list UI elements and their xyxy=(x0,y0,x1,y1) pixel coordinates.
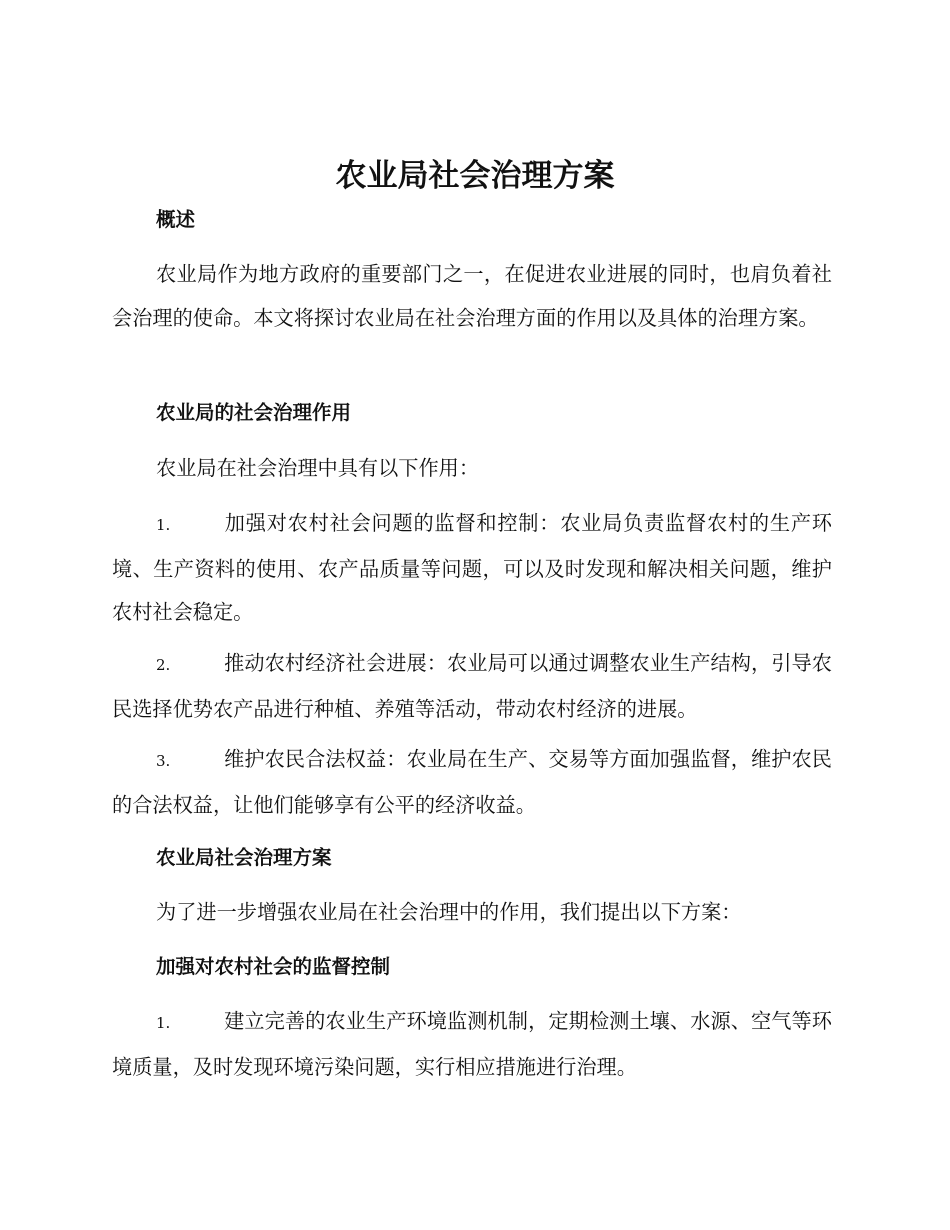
overview-paragraph: 农业局作为地方政府的重要部门之一，在促进农业进展的同时，也肩负着社会治理的使命。本文将探讨农业局在社会治理方面的作用以及具体的治理方案。 xyxy=(112,262,832,330)
item-text: 建立完善的农业生产环境监测机制，定期检测土壤、水源、空气等环境质量，及时发现环境污染问题，实行相应措施进行治理。 xyxy=(112,1009,832,1079)
item-number: 1. xyxy=(156,1014,171,1032)
supervision-item-1 xyxy=(112,1000,832,1089)
role-intro: 农业局在社会治理中具有以下作用： xyxy=(156,456,480,480)
item-text: 推动农村经济社会进展：农业局可以通过调整农业生产结构，引导农民选择优势农产品进行种植、养殖等活动，带动农村经济的进展。 xyxy=(112,651,832,721)
heading-plan: 农业局社会治理方案 xyxy=(156,846,332,869)
role-item-2 xyxy=(112,642,832,731)
item-text: 维护农民合法权益：农业局在生产、交易等方面加强监督，维护农民的合法权益，让他们能够享有公平的经济收益。 xyxy=(112,747,832,817)
plan-intro: 为了进一步增强农业局在社会治理中的作用，我们提出以下方案： xyxy=(156,900,742,924)
heading-overview: 概述 xyxy=(156,208,196,231)
role-item-1 xyxy=(112,502,832,635)
item-number: 3. xyxy=(156,752,171,770)
heading-supervision: 加强对农村社会的监督控制 xyxy=(156,955,391,978)
item-number: 2. xyxy=(156,656,171,674)
document-title: 农业局社会治理方案 xyxy=(335,158,615,194)
item-number: 1. xyxy=(156,516,171,534)
item-text: 加强对农村社会问题的监督和控制：农业局负责监督农村的生产环境、生产资料的使用、农产品质量等问题，可以及时发现和解决相关问题，维护农村社会稳定。 xyxy=(112,511,832,624)
role-item-3 xyxy=(112,738,832,827)
heading-role: 农业局的社会治理作用 xyxy=(156,401,352,424)
